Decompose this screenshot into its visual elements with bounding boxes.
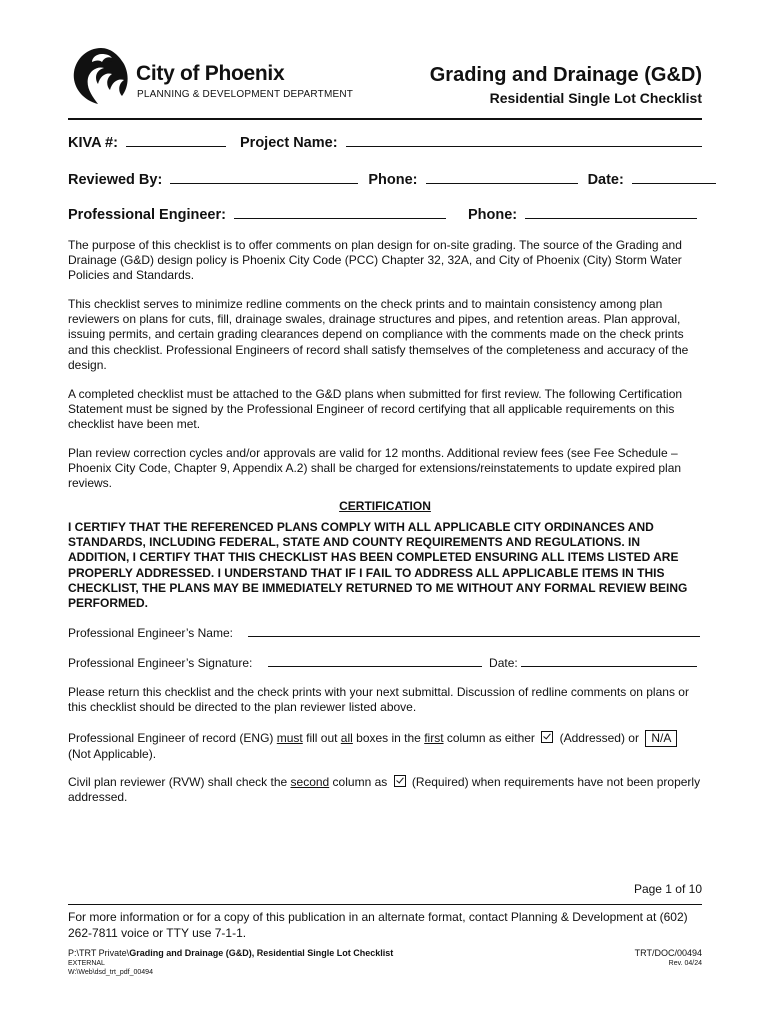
page-header bbox=[66, 42, 702, 114]
pe-signature-label: Professional Engineer’s Signature: bbox=[68, 656, 253, 670]
reviewer-row bbox=[68, 169, 702, 188]
professional-engineer-field[interactable] bbox=[234, 204, 446, 219]
org-department: PLANNING & DEVELOPMENT DEPARTMENT bbox=[137, 89, 354, 100]
paragraph-rvw-instructions bbox=[68, 775, 702, 805]
footer-path-title: Grading and Drainage (G&D), Residential Single Lot Checklist bbox=[129, 948, 394, 958]
pe-name-row bbox=[68, 625, 702, 640]
eng-text-c: boxes in the bbox=[352, 731, 425, 745]
eng-all: all bbox=[340, 731, 353, 745]
footer-external: EXTERNAL bbox=[68, 960, 105, 967]
eng-first: first bbox=[424, 731, 444, 745]
header-divider bbox=[68, 118, 702, 120]
project-name-label: Project Name: bbox=[240, 135, 338, 151]
date-field[interactable] bbox=[632, 169, 716, 184]
pe-signature-row bbox=[68, 655, 702, 670]
professional-engineer-label: Professional Engineer: bbox=[68, 207, 226, 223]
paragraph-purpose: The purpose of this checklist is to offer comments on plan design for on-site grading. The source of the Grading and Drainage (G&D) design policy is Phoenix City Code (PCC) Chapter 32, 32A, and City of Phoenix (City) Storm Water Policies and Standards. bbox=[68, 238, 682, 283]
paragraph-validity: Plan review correction cycles and/or approvals are valid for 12 months. Additional review fees (see Fee Schedule – Phoenix City Code, Chapter 9, Appendix A.2) shall be charged for extensions/reinstatements to update expired plan reviews. bbox=[68, 446, 682, 491]
signature-date-label: Date: bbox=[489, 656, 518, 670]
paragraph-scope: This checklist serves to minimize redline comments on the check prints and to maintain consistency among plan reviewers on plans for cuts, fill, drainage swales, drainage structures and pipes, and retention areas. Plan approval, issuing permits, and certain grading clearances depend on compliance with the comments made on the check prints and this checklist. Professional Engineers of record shall satisfy themselves of the completeness and accuracy of the design. bbox=[68, 297, 689, 372]
footer-revision: Rev. 04/24 bbox=[668, 960, 702, 967]
phone-field[interactable] bbox=[426, 169, 578, 184]
eng-text-b: fill out bbox=[302, 731, 341, 745]
kiva-label: KIVA #: bbox=[68, 135, 118, 151]
date-label: Date: bbox=[587, 172, 624, 188]
eng-addressed: (Addressed) or bbox=[556, 731, 643, 745]
footer-contact-info: For more information or for a copy of this publication in an alternate format, contact Planning & Development at (602) 262-7811 voice or TTY use 7-1-1. bbox=[68, 910, 688, 940]
phone2-label: Phone: bbox=[468, 207, 518, 223]
document-title: Grading and Drainage (G&D) bbox=[429, 64, 702, 86]
footer-file-path bbox=[68, 948, 393, 958]
phone2-field[interactable] bbox=[525, 204, 697, 219]
checked-box-icon bbox=[541, 731, 553, 743]
paragraph-return: Please return this checklist and the check prints with your next submittal. Discussion of redline comments on plans or this checklist should be directed to the plan reviewer listed above. bbox=[68, 685, 689, 715]
org-name: City of Phoenix bbox=[136, 62, 285, 85]
reviewed-by-label: Reviewed By: bbox=[68, 172, 163, 188]
pe-name-label: Professional Engineer’s Name: bbox=[68, 626, 233, 640]
footer-web-path: W:\Web\dsd_trt_pdf_00494 bbox=[68, 969, 153, 976]
certification-statement: I CERTIFY THAT THE REFERENCED PLANS COMPLY WITH ALL APPLICABLE CITY ORDINANCES AND STANDARDS, INCLUDING FEDERAL, STATE AND COUNTY REQUIREMENTS AND REGULATIONS. IN ADDITION, I CERTIFY THAT THIS CHECKLIST HAS BEEN COMPLETED ENSURING ALL ITEMS LISTED ARE PROPERLY ADDRESSED. I UNDERSTAND THAT IF I FAIL TO ADDRESS ALL APPLICABLE ITEMS IN THIS CHECKLIST, THE PLANS MAY BE IMMEDIATELY RETURNED TO ME WITHOUT ANY FORMAL REVIEW BEING PERFORMED. bbox=[68, 520, 688, 611]
eng-must: must bbox=[276, 731, 303, 745]
reviewed-by-field[interactable] bbox=[170, 169, 358, 184]
paragraph-submission: A completed checklist must be attached to the G&D plans when submitted for first review. The following Certification Statement must be signed by the Professional Engineer of record certifying that all applicable requirements on this checklist have been met. bbox=[68, 387, 683, 432]
eng-text-a: Professional Engineer of record (ENG) bbox=[68, 731, 277, 745]
paragraph-eng-instructions bbox=[68, 730, 702, 762]
na-box: N/A bbox=[645, 730, 677, 747]
document-subtitle: Residential Single Lot Checklist bbox=[489, 90, 702, 106]
kiva-field[interactable] bbox=[126, 132, 226, 147]
rvw-text-b: column as bbox=[329, 775, 391, 789]
certification-title: CERTIFICATION bbox=[339, 499, 431, 513]
engineer-row bbox=[68, 204, 702, 223]
pe-signature-field[interactable] bbox=[268, 655, 482, 667]
kiva-row bbox=[68, 132, 702, 151]
eng-text-d: column as either bbox=[443, 731, 539, 745]
page-number: Page 1 of 10 bbox=[633, 882, 702, 896]
rvw-text-c: (Required) when requirements have not been properly addressed. bbox=[68, 775, 701, 805]
footer-doc-id: TRT/DOC/00494 bbox=[634, 948, 702, 958]
pe-name-field[interactable] bbox=[248, 625, 700, 637]
rvw-second: second bbox=[290, 775, 330, 789]
footer-divider bbox=[68, 904, 702, 905]
project-name-field[interactable] bbox=[346, 132, 702, 147]
signature-date-field[interactable] bbox=[521, 655, 697, 667]
footer-path-prefix: P:\TRT Private\ bbox=[68, 948, 130, 958]
phone-label: Phone: bbox=[368, 172, 418, 188]
phoenix-bird-logo-icon bbox=[66, 44, 136, 106]
checked-box-icon bbox=[394, 775, 406, 787]
rvw-text-a: Civil plan reviewer (RVW) shall check the bbox=[68, 775, 291, 789]
eng-text-e: (Not Applicable). bbox=[68, 747, 157, 762]
